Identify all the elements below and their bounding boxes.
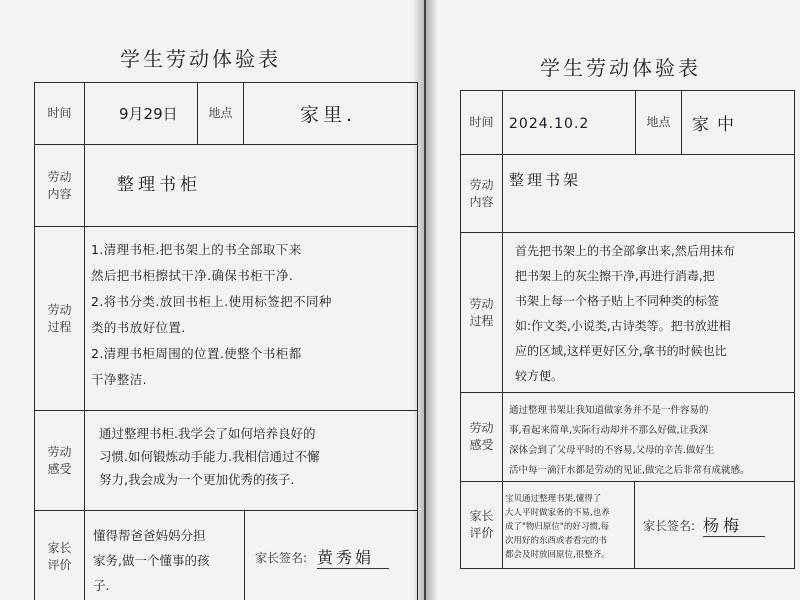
text-line: 深体会到了父母平时的不容易,父母的辛苦.做好生: [509, 445, 715, 456]
feeling-text-block: [509, 401, 794, 481]
time-value: [85, 83, 198, 145]
text-line: 通过整理书柜.我学会了如何培养良好的: [99, 426, 316, 441]
text-line: 宝贝通过整理书架,懂得了: [505, 494, 602, 504]
text-line: 把书架上的灰尘擦干净,再进行消毒,把: [515, 269, 715, 283]
text-line: 懂得帮爸爸妈妈分担: [93, 528, 206, 543]
time-label: 时间: [461, 91, 503, 155]
parent-signature-area: [245, 511, 417, 600]
process-text-block: [515, 239, 794, 389]
text-line: 家务,做一个懂事的孩: [93, 553, 210, 568]
place-label: 地点: [198, 83, 244, 145]
text-line: 然后把书柜擦拭干净.确保书柜干净.: [91, 268, 294, 283]
text-line: 较方便。: [515, 369, 564, 383]
place-value-text: 家里.: [300, 104, 357, 126]
text-line: 2.将书分类.放回书柜上.使用标签把不同种: [91, 294, 332, 309]
text-line: 大人平时做家务的不易,也养: [505, 508, 610, 518]
text-line: 事,看起来简单,实际行动却并不那么好做,让我深: [509, 425, 709, 436]
text-line: 都会及时放回原位,很整齐。: [505, 550, 610, 560]
process-label-text: 劳动过程: [469, 296, 494, 328]
text-line: 2.清理书柜周围的位置.使整个书柜都: [91, 346, 302, 361]
parent-signature-label: 家长签名:: [255, 550, 308, 565]
parent-signature-value: 黄秀娟: [317, 545, 389, 569]
text-line: 次用好的东西或者看完的书: [505, 536, 608, 546]
text-line: 1.清理书柜.把书架上的书全部取下来: [91, 242, 302, 257]
text-line: 成了"物归原位"的好习惯,每: [505, 522, 610, 532]
parent-signature-label: 家长签名:: [643, 518, 696, 533]
form-title: 学生劳动体验表: [120, 47, 281, 71]
place-value-text: 家中: [692, 115, 742, 135]
feeling-value: [503, 393, 795, 482]
feeling-label-text: 劳动感受: [47, 444, 72, 476]
time-value: [503, 91, 636, 155]
parent-eval-label: [461, 482, 503, 569]
process-label-text: 劳动过程: [47, 302, 72, 334]
text-line: 活中每一滴汗水都是劳动的见证,做完之后非常有成就感。: [509, 465, 750, 476]
feeling-label: [35, 411, 85, 511]
labor-form-table: [34, 82, 418, 600]
time-label: 时间: [35, 83, 85, 145]
text-line: 首先把书架上的书全部拿出来,然后用抹布: [515, 244, 735, 258]
text-line: 习惯.如何锻炼动手能力.我相信通过不懈: [99, 449, 320, 464]
content-value: [503, 155, 795, 233]
process-value: [503, 233, 795, 393]
process-label: [461, 233, 503, 393]
feeling-text-block: [99, 422, 417, 491]
content-value: [85, 145, 418, 227]
text-line: 类的书放好位置.: [91, 320, 186, 335]
content-value-text: 整理书架: [509, 171, 582, 189]
form-title: 学生劳动体验表: [540, 56, 701, 80]
process-value: [85, 227, 418, 411]
parent-eval-area: [503, 482, 795, 569]
feeling-value: [85, 411, 418, 511]
content-value-text: 整理书柜: [117, 175, 201, 195]
content-label: [461, 155, 503, 233]
content-label: [35, 145, 85, 227]
text-line: 通过整理书架让我知道做家务并不是一件容易的: [509, 405, 709, 416]
time-value-text: 9月29日: [119, 105, 178, 123]
parent-eval-label-text: 家长评价: [47, 541, 72, 572]
parent-signature-area: [635, 482, 794, 568]
content-label-text: 劳动内容: [47, 169, 72, 201]
parent-eval-text-block: [503, 482, 635, 568]
parent-eval-text-block: [85, 511, 245, 600]
text-line: 子.: [93, 578, 110, 593]
place-label: 地点: [636, 91, 682, 155]
labor-form-table: [460, 90, 795, 569]
parent-eval-area: [85, 511, 418, 600]
content-label-text: 劳动内容: [469, 177, 494, 209]
right-page: [426, 0, 800, 600]
text-line: 努力,我会成为一个更加优秀的孩子.: [99, 472, 295, 487]
parent-signature-value: 杨梅: [703, 513, 765, 537]
place-value: [244, 83, 418, 145]
process-label: [35, 227, 85, 411]
text-line: 书架上每一个格子贴上不同种类的标签: [515, 294, 720, 308]
text-line: 干净整洁.: [91, 372, 147, 387]
feeling-label-text: 劳动感受: [469, 421, 494, 452]
parent-eval-label-text: 家长评价: [469, 509, 494, 540]
text-line: 如:作文类,小说类,古诗类等。把书放进相: [515, 319, 731, 333]
place-value: [682, 91, 795, 155]
parent-eval-label: [35, 511, 85, 600]
feeling-label: [461, 393, 503, 482]
time-value-text: 2024.10.2: [509, 116, 590, 132]
text-line: 应的区域,这样更好区分,拿书的时候也比: [515, 344, 727, 358]
process-text-block: [91, 237, 417, 393]
